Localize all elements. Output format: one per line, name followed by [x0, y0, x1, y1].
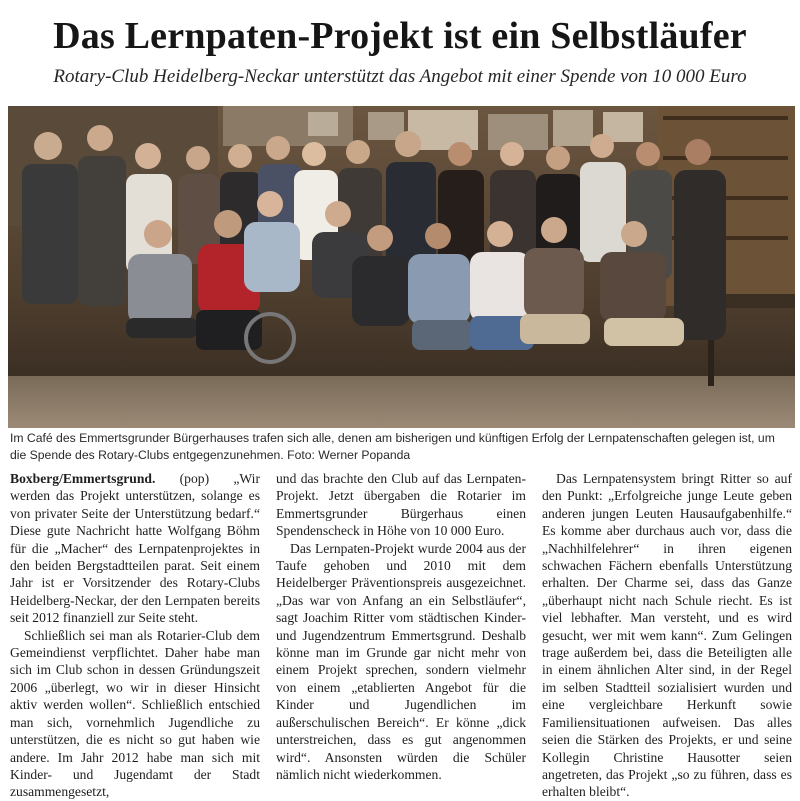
- group-photo: [8, 106, 795, 428]
- article-paragraph: Das Lernpatensystem bringt Ritter so auf den Punkt: „Erfolgreiche junge Leute geben anderen jungen Leuten Hausaufgabenhilfe.“ Es komme aber durchaus auch vor, dass die „Nachhilfelehrer“ in ihren eigenen schwachen Fächern ebenfalls Unterstützung erhalten. Der Charme sei, dass das Ganze „überhaupt nicht nach Schule riecht. Es ist viel lebhafter. Man versteht, und es wird gesucht, wer mit wem kann“. Zum Gelingen trage außerdem bei, dass die Beteiligten alle in einem ähnlichen Alter sind, in der Regel im selben Stadtteil sozialisiert wurden und eine vergleichbare Herkunft sowie Familiensituationen aufweisen. Das alles seien die Stärken des Projekts, er und seine Kollegin Christine Hausotter seien angetreten, das Projekt „so zu führen, dass es erhalten bleibt“.: [542, 471, 792, 800]
- article-body: [10, 470, 792, 800]
- caption-text: Im Café des Emmertsgrunder Bürgerhauses trafen sich alle, denen am bisherigen und künftigen Erfolg der Lernpatenschaften gelegen ist, um die Spende des Rotary-Clubs entgegenzunehmen.: [10, 431, 775, 462]
- headline: Das Lernpaten-Projekt ist ein Selbstläufer: [53, 15, 747, 57]
- dateline: Boxberg/Emmertsgrund.: [10, 471, 156, 486]
- photo-caption: [10, 430, 792, 464]
- subheadline: Rotary-Club Heidelberg-Neckar unterstützt das Angebot mit einer Spende von 10 000 Euro: [53, 66, 747, 87]
- article-paragraph: [10, 470, 260, 627]
- photo-credit: Foto: Werner Popanda: [287, 448, 411, 462]
- paragraph-text: (pop) „Wir werden das Projekt unterstützen, solange es von privater Seite der Unterstützung bedarf.“ Diese gute Nachricht hatte Wolfgang Böhm für die „Macher“ des Lernpatenprojektes in den beiden Bergstadtteilen parat. Seit einem Jahr ist er Vorsitzender des Rotary-Clubs Heidelberg-Neckar, der den Lernpaten bereits seit 2012 finanziell zur Seite steht.: [10, 471, 260, 626]
- article-paragraph: und das brachte den Club auf das Lernpaten-Projekt. Jetzt übergaben die Rotarier im Emmertsgrunder Bürgerhaus einen Spendenscheck in Höhe von 10 000 Euro.: [276, 471, 526, 539]
- article-column-1: [10, 470, 260, 801]
- article-paragraph: Das Lernpaten-Projekt wurde 2004 aus der Taufe gehoben und 2010 mit dem Heidelberger Präventionspreis ausgezeichnet. „Das war von Anfang an ein Selbstläufer“, sagt Joachim Ritter vom städtischen Kinder- und Jugendzentrum Emmertsgrund. Deshalb könne man im Grunde gar nicht mehr von einem Projekt sprechen, sondern vielmehr von einem „etablierten Angebot für die Kinder und Jugendlichen im außerschulischen Bereich“. Er könne „dick unterstreichen, dass es gut angenommen wird“. Ansonsten würden die Schüler nämlich nicht wiederkommen.: [276, 540, 526, 782]
- article-column-3: [542, 470, 792, 801]
- article-paragraph: Schließlich sei man als Rotarier-Club dem Gemeindienst verpflichtet. Daher habe man sich im Club schon in dessen Gründungszeit 2006 „überlegt, wo wir in dieser Hinsicht aktiv werden wollen“. Schließlich entschied man sich, vornehmlich Jugendliche zu unterstützen, die es nicht so gut haben wie andere. Im Jahr 2012 habe man sich mit Kinder- und Jugendamt der Stadt zusammengesetzt,: [10, 627, 260, 800]
- article-column-2: [276, 470, 526, 783]
